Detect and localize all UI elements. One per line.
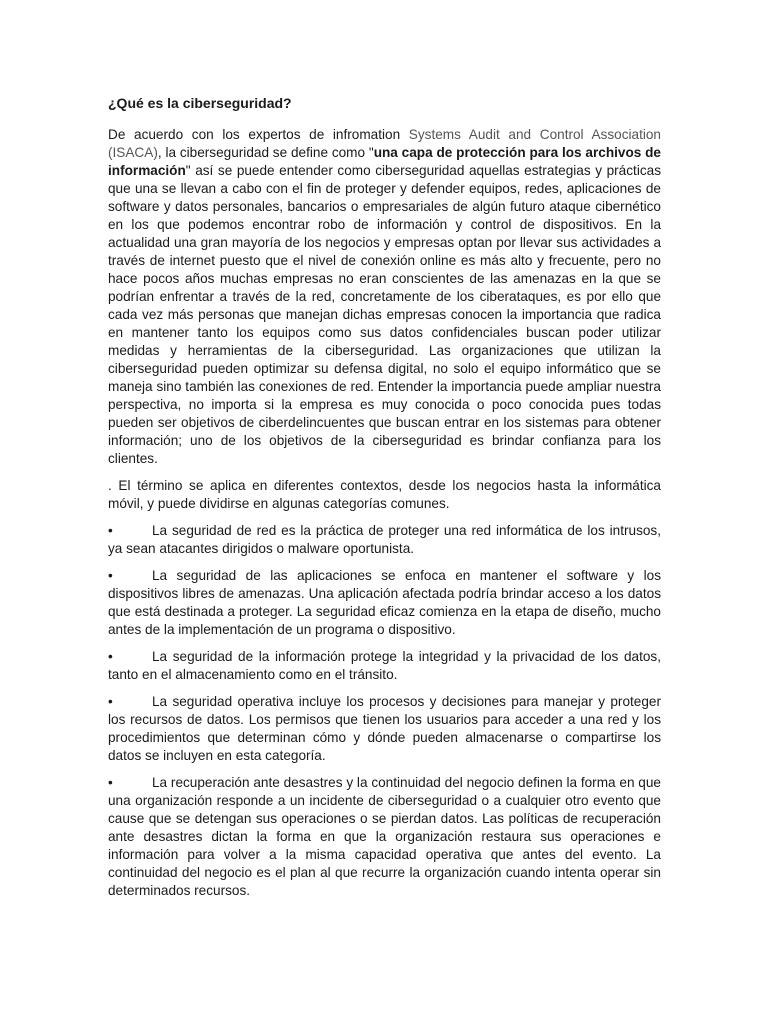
bullet-text: La seguridad de la información protege la integridad y la privacidad de los datos, tanto en el almacenamiento como en el tránsito. (108, 649, 661, 682)
bullet-marker: • (108, 649, 113, 664)
document-page (108, 88, 661, 909)
intro-text-2: , la ciberseguridad se define como " (157, 145, 374, 160)
bullet-marker: • (108, 568, 113, 583)
bullet-text: La seguridad operativa incluye los procesos y decisiones para manejar y proteger los recursos de datos. Los permisos que tienen los usuarios para acceder a una red y los procedimientos que determinan cómo y dónde pueden almacenarse o compartirse los datos se incluyen en esta categoría. (108, 694, 661, 763)
bullet-text: La seguridad de red es la práctica de proteger una red informática de los intrusos, ya sean atacantes dirigidos o malware oportunista. (108, 523, 661, 556)
intro-paragraph (108, 126, 661, 468)
intro-organization-name: Systems Audit and Control Association (ISACA) (108, 127, 661, 160)
bullet-item-operational-security (108, 693, 661, 765)
bullet-item-disaster-recovery (108, 774, 661, 900)
bullet-marker: • (108, 523, 113, 538)
bullet-text: La recuperación ante desastres y la continuidad del negocio definen la forma en que una organización responde a un incidente de ciberseguridad o a cualquier otro evento que cause que se detengan sus operaciones o se pierdan datos. Las políticas de recuperación ante desastres dictan la forma en que la organización restaura sus operaciones e información para volver a la misma capacidad operativa que antes del evento. La continuidad del negocio es el plan al que recurre la organización cuando intenta operar sin determinados recursos. (108, 775, 661, 898)
bullet-text: La seguridad de las aplicaciones se enfoca en mantener el software y los dispositivos libres de amenazas. Una aplicación afectada podría brindar acceso a los datos que está destinada a proteger. La seguridad eficaz comienza en la etapa de diseño, mucho antes de la implementación de un programa o dispositivo. (108, 568, 661, 637)
intro-text-3: " así se puede entender como ciberseguridad aquellas estrategias y prácticas que una se llevan a cabo con el fin de proteger y defender equipos, redes, aplicaciones de software y datos personales, bancarios o empresariales de algún futuro ataque cibernético en los que podemos encontrar robo de información y control de dispositivos. En la actualidad una gran mayoría de los negocios y empresas optan por llevar sus actividades a través de internet puesto que el nivel de conexión online es más alto y frecuente, pero no hace pocos años muchas empresas no eran conscientes de las amenazas en la que se podrían enfrentar a través de la red, concretamente de los ciberataques, es por ello que cada vez más personas que manejan dichas empresas conocen la importancia que radica en mantener tanto los equipos como sus datos confidenciales buscan poder utilizar medidas y herramientas de la ciberseguridad. Las organizaciones que utilizan la ciberseguridad pueden optimizar su defensa digital, no solo el equipo informático que se maneja sino también las conexiones de red. Entender la importancia puede ampliar nuestra perspectiva, no importa si la empresa es muy conocida o poco conocida pues todas pueden ser objetivos de ciberdelincuentes que buscan entrar en los sistemas para obtener información; uno de los objetivos de la ciberseguridad es brindar confianza para los clientes. (108, 163, 661, 466)
bullet-item-network-security (108, 522, 661, 558)
document-title: ¿Qué es la ciberseguridad? (108, 95, 292, 111)
context-paragraph: . El término se aplica en diferentes contextos, desde los negocios hasta la informática móvil, y puede dividirse en algunas categorías comunes. (108, 478, 661, 511)
bullet-item-application-security (108, 567, 661, 639)
bullet-marker: • (108, 694, 113, 709)
intro-definition-bold: una capa de protección para los archivos de información (108, 145, 661, 178)
bullet-item-information-security (108, 648, 661, 684)
bullet-marker: • (108, 775, 113, 790)
intro-text-1: De acuerdo con los expertos de infromation (108, 127, 409, 142)
